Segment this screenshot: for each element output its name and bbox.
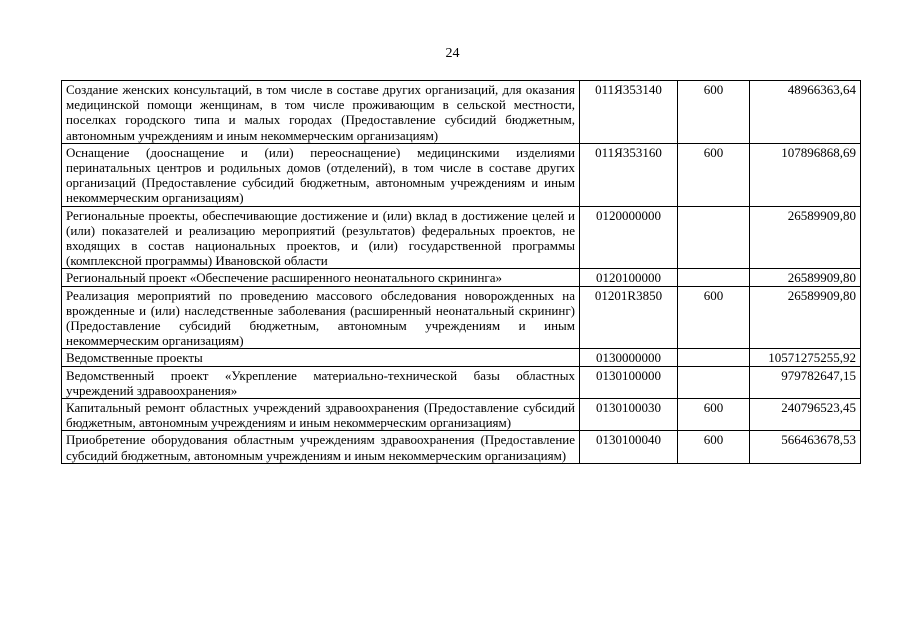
row-amount-cell: 240796523,45 (750, 399, 861, 431)
row-expense-type-cell (678, 206, 750, 269)
row-code-cell: 0130000000 (580, 349, 678, 366)
row-expense-type-cell: 600 (678, 431, 750, 463)
table-row (62, 431, 861, 463)
budget-table (61, 80, 861, 464)
table-row (62, 143, 861, 206)
row-amount-cell: 10571275255,92 (750, 349, 861, 366)
row-name-cell: Создание женских консультаций, в том числе в составе других организаций, для оказания медицинской помощи женщинам, в том числе проживающим в сельской местности, поселках городского типа и малых городах (Предоставление субсидий бюджетным, автономным учреждениям и иным некоммерческим организациям) (62, 81, 580, 144)
row-name-cell: Капитальный ремонт областных учреждений здравоохранения (Предоставление субсидий бюджетным, автономным учреждениям и иным некоммерческим организациям) (62, 399, 580, 431)
row-code-cell: 0130100040 (580, 431, 678, 463)
row-expense-type-cell (678, 269, 750, 286)
row-amount-cell: 566463678,53 (750, 431, 861, 463)
row-name-cell: Приобретение оборудования областным учреждениям здравоохранения (Предоставление субсидий бюджетным, автономным учреждениям и иным некоммерческим организациям) (62, 431, 580, 463)
table-row (62, 206, 861, 269)
row-amount-cell: 26589909,80 (750, 206, 861, 269)
row-name-cell: Ведомственные проекты (62, 349, 580, 366)
row-name-cell: Региональный проект «Обеспечение расширенного неонатального скрининга» (62, 269, 580, 286)
table-row (62, 286, 861, 349)
row-code-cell: 0120100000 (580, 269, 678, 286)
row-expense-type-cell: 600 (678, 286, 750, 349)
row-name-cell: Региональные проекты, обеспечивающие достижение и (или) вклад в достижение целей и (или) показателей и реализацию мероприятий (результатов) федеральных проектов, не входящих в состав национальных проектов, и (или) государственной программы (комплексной программы) Ивановской области (62, 206, 580, 269)
table-row (62, 399, 861, 431)
row-name-cell: Реализация мероприятий по проведению массового обследования новорожденных на врожденные и (или) наследственные заболевания (расширенный неонатальный скрининг) (Предоставление субсидий бюджетным, автономным учреждениям и иным некоммерческим организациям) (62, 286, 580, 349)
row-expense-type-cell: 600 (678, 399, 750, 431)
table-row (62, 366, 861, 398)
row-expense-type-cell: 600 (678, 81, 750, 144)
table-row (62, 269, 861, 286)
row-amount-cell: 979782647,15 (750, 366, 861, 398)
row-code-cell: 0120000000 (580, 206, 678, 269)
row-expense-type-cell (678, 349, 750, 366)
table-row (62, 81, 861, 144)
row-amount-cell: 26589909,80 (750, 286, 861, 349)
row-code-cell: 011Я353160 (580, 143, 678, 206)
row-code-cell: 011Я353140 (580, 81, 678, 144)
row-name-cell: Ведомственный проект «Укрепление материально-технической базы областных учреждений здравоохранения» (62, 366, 580, 398)
row-name-cell: Оснащение (дооснащение и (или) переоснащение) медицинскими изделиями перинатальных центров и родильных домов (отделений), в том числе в составе других организаций (Предоставление субсидий бюджетным, автономным учреждениям и иным некоммерческим организациям) (62, 143, 580, 206)
row-expense-type-cell: 600 (678, 143, 750, 206)
row-code-cell: 01201R3850 (580, 286, 678, 349)
row-code-cell: 0130100030 (580, 399, 678, 431)
page-number: 24 (445, 46, 460, 61)
row-amount-cell: 107896868,69 (750, 143, 861, 206)
row-amount-cell: 48966363,64 (750, 81, 861, 144)
row-code-cell: 0130100000 (580, 366, 678, 398)
row-expense-type-cell (678, 366, 750, 398)
row-amount-cell: 26589909,80 (750, 269, 861, 286)
table-row (62, 349, 861, 366)
